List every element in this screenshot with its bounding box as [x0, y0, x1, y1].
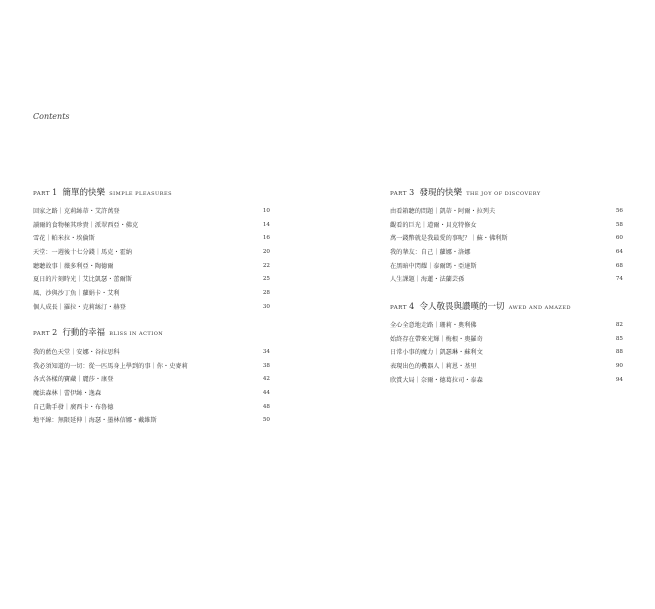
part-subtitle: THE JOY OF DISCOVERY	[466, 191, 541, 197]
entry-page: 22	[262, 262, 270, 269]
entry-title: 自己動手發｜廣西卡・布魯德	[33, 403, 114, 411]
entry-page: 74	[615, 276, 623, 283]
entry-page: 94	[615, 376, 623, 383]
toc-entry[interactable]	[390, 333, 623, 347]
toc-entry[interactable]	[33, 414, 270, 428]
toc-entry[interactable]	[390, 319, 623, 333]
part-number: 4	[409, 302, 415, 311]
part-subtitle: BLISS IN ACTION	[109, 331, 164, 337]
entry-page: 14	[262, 221, 270, 228]
entry-page: 56	[615, 208, 623, 214]
entry-page: 38	[262, 362, 270, 369]
toc-entry[interactable]	[390, 273, 623, 287]
part-number: 3	[409, 188, 415, 197]
part-label: PART	[390, 191, 407, 197]
part-subtitle: AWED AND AMAZED	[508, 305, 572, 311]
entry-page: 25	[262, 276, 270, 283]
entry-page: 68	[615, 262, 623, 269]
toc-entry[interactable]	[33, 246, 270, 260]
toc-entry[interactable]	[390, 346, 623, 360]
toc-entry[interactable]	[390, 232, 623, 246]
toc-entry[interactable]	[390, 260, 623, 274]
entry-title: 個人成長｜羅拉・克莉絲汀・赫登	[33, 303, 126, 311]
entry-page: 60	[615, 235, 623, 242]
part-1-entries	[33, 205, 270, 315]
entry-title: 魔法森林｜蕾伊絲・逸森	[33, 390, 102, 398]
toc-entry[interactable]	[33, 401, 270, 415]
part-4-heading	[390, 300, 571, 312]
part-title: 行動的幸福	[62, 328, 105, 338]
part-title: 發現的快樂	[419, 188, 462, 198]
entry-title: 我的藍色天堂｜安娜・谷拉思科	[33, 349, 120, 356]
entry-title: 地平線：無限延伸｜海瑟・墨林信娜・戴維斯	[33, 417, 157, 425]
entry-page: 34	[262, 349, 270, 355]
entry-page: 42	[262, 376, 270, 383]
part-number: 2	[52, 328, 58, 337]
entry-page: 88	[615, 349, 623, 356]
part-2-entries	[33, 346, 270, 428]
part-1-heading	[33, 186, 172, 198]
part-label: PART	[33, 191, 50, 197]
toc-entry[interactable]	[33, 346, 270, 360]
toc-entry[interactable]	[33, 387, 270, 401]
entry-title: 全心全意地走路｜珊莉・奧利佛	[390, 322, 477, 329]
entry-title: 始終存在帶來光輝｜梅根・奧羅奇	[390, 335, 483, 343]
entry-page: 82	[615, 322, 623, 328]
toc-entry[interactable]	[33, 273, 270, 287]
part-4-entries	[390, 319, 623, 387]
entry-page: 44	[262, 390, 270, 397]
entry-page: 20	[262, 249, 270, 256]
toc-entry[interactable]	[33, 205, 270, 219]
toc-entry[interactable]	[390, 219, 623, 233]
toc-entry[interactable]	[33, 373, 270, 387]
toc-entry[interactable]	[33, 219, 270, 233]
entry-title: 夏日的片刻時光｜艾比凱瑟・蕾爾斯	[33, 276, 132, 284]
toc-entry[interactable]	[33, 360, 270, 374]
entry-title: 日常小事的魔力｜凱瑟琳・蘇利文	[390, 349, 483, 357]
entry-title: 我的摯友：自己｜蘿娜・洛娜	[390, 249, 471, 257]
entry-title: 風、沙與沙丁魚｜蘿娟卡・艾利	[33, 290, 120, 298]
entry-page: 30	[262, 303, 270, 310]
part-number: 1	[52, 188, 58, 197]
entry-page: 10	[262, 208, 270, 214]
part-3-heading	[390, 186, 541, 198]
entry-page: 16	[262, 235, 270, 242]
entry-title: 由看箱聽的問題｜凱蒂・阿爾・拉列夫	[390, 208, 496, 215]
entry-title: 雪花｜帕米拉・埃倫斯	[33, 235, 95, 243]
part-title: 簡單的快樂	[62, 188, 105, 198]
part-label: PART	[33, 331, 50, 337]
entry-page: 58	[615, 221, 623, 228]
entry-page: 28	[262, 290, 270, 297]
entry-page: 50	[262, 417, 270, 424]
entry-title: 觀看的巨光｜道爾・貝克特修女	[390, 221, 477, 229]
toc-entry[interactable]	[33, 287, 270, 301]
entry-title: 在黑暗中閃耀｜泰爾瑪・亞達斯	[390, 262, 477, 270]
entry-title: 聽聽故事｜薇多利亞・陶德爾	[33, 262, 114, 270]
entry-title: 讀爾的食物極其珍貴｜派翠西亞・佛克	[33, 221, 139, 229]
entry-title: 各式各樣的寶藏｜麗莎・康登	[33, 376, 114, 384]
entry-page: 85	[615, 335, 623, 342]
entry-page: 48	[262, 403, 270, 410]
entry-title: 人生課題｜海蓮・法蘭芸孫	[390, 276, 465, 284]
part-3-entries	[390, 205, 623, 287]
entry-title: 天堂：一週後十七分錢｜馬克・霍納	[33, 249, 132, 257]
part-title: 令人敬畏與讚嘆的一切	[419, 302, 505, 312]
entry-title: 我必須知道的一切：從一匹馬身上學到的事｜你・史麥莉	[33, 362, 188, 370]
toc-entry[interactable]	[33, 260, 270, 274]
part-subtitle: SIMPLE PLEASURES	[109, 191, 173, 197]
entry-title: 表現出色的機器人｜莉恩・基里	[390, 363, 477, 371]
toc-entry[interactable]	[390, 374, 623, 388]
entry-page: 64	[615, 249, 623, 256]
toc-entry[interactable]	[390, 360, 623, 374]
entry-page: 90	[615, 363, 623, 370]
toc-entry[interactable]	[33, 301, 270, 315]
entry-title: 萬一錢幣就是我最愛的事呢？｜蘇・佛利斯	[390, 235, 508, 243]
toc-entry[interactable]	[390, 205, 623, 219]
entry-title: 回家之路｜克莉絲蒂・艾許萬登	[33, 208, 120, 215]
toc-entry[interactable]	[390, 246, 623, 260]
toc-entry[interactable]	[33, 232, 270, 246]
contents-title: Contents	[33, 112, 70, 121]
part-label: PART	[390, 305, 407, 311]
entry-title: 欣賞大局｜奈爾・德葛拉司・泰森	[390, 376, 483, 384]
part-2-heading	[33, 326, 163, 338]
